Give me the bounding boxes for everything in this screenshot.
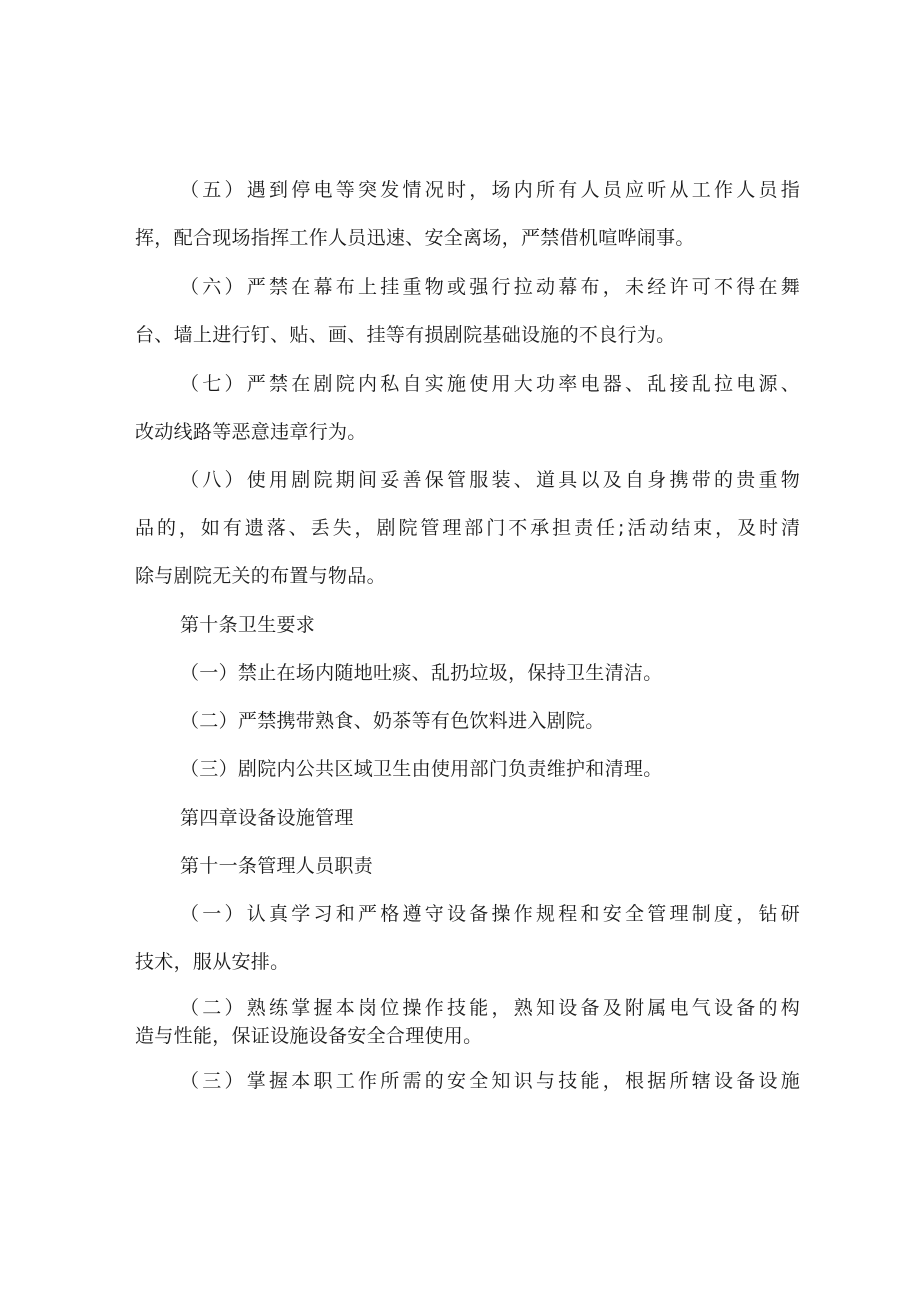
article-11-heading: 第十一条管理人员职责 — [180, 855, 374, 877]
article-11-item-2-line-2: 造与性能，保证设施设备安全合理使用。 — [135, 1025, 483, 1047]
paragraph-5-line-2: 挥，配合现场指挥工作人员迅速、安全离场，严禁借机喧哗闹事。 — [135, 227, 695, 249]
article-11-item-1-line-2: 技术，服从安排。 — [135, 951, 290, 973]
paragraph-6-line-1: （六）严禁在幕布上挂重物或强行拉动幕布，未经许可不得在舞 — [180, 276, 800, 298]
article-11-item-2-line-1: （二）熟练掌握本岗位操作技能，熟知设备及附属电气设备的构 — [180, 997, 800, 1019]
paragraph-6-line-2: 台、墙上进行钉、贴、画、挂等有损剧院基础设施的不良行为。 — [135, 324, 676, 346]
paragraph-8-line-1: （八）使用剧院期间妥善保管服装、道具以及自身携带的贵重物 — [180, 469, 800, 491]
article-10-item-2: （二）严禁携带熟食、奶茶等有色饮料进入剧院。 — [180, 710, 605, 732]
article-10-item-1: （一）禁止在场内随地吐痰、乱扔垃圾，保持卫生清洁。 — [180, 662, 663, 684]
article-10-heading: 第十条卫生要求 — [180, 614, 316, 636]
paragraph-7-line-2: 改动线路等恶意违章行为。 — [135, 421, 367, 443]
paragraph-7-line-1: （七）严禁在剧院内私自实施使用大功率电器、乱接乱拉电源、 — [180, 373, 800, 395]
paragraph-8-line-3: 除与剧院无关的布置与物品。 — [135, 565, 386, 587]
paragraph-8-line-2: 品的，如有遗落、丢失，剧院管理部门不承担责任;活动结束，及时清 — [135, 517, 800, 539]
chapter-4-heading: 第四章设备设施管理 — [180, 807, 354, 829]
article-11-item-3-line-1: （三）掌握本职工作所需的安全知识与技能，根据所辖设备设施 — [180, 1070, 800, 1092]
article-11-item-1-line-1: （一）认真学习和严格遵守设备操作规程和安全管理制度，钻研 — [180, 903, 800, 925]
paragraph-5-line-1: （五）遇到停电等突发情况时，场内所有人员应听从工作人员指 — [180, 179, 800, 201]
article-10-item-3: （三）剧院内公共区域卫生由使用部门负责维护和清理。 — [180, 758, 663, 780]
